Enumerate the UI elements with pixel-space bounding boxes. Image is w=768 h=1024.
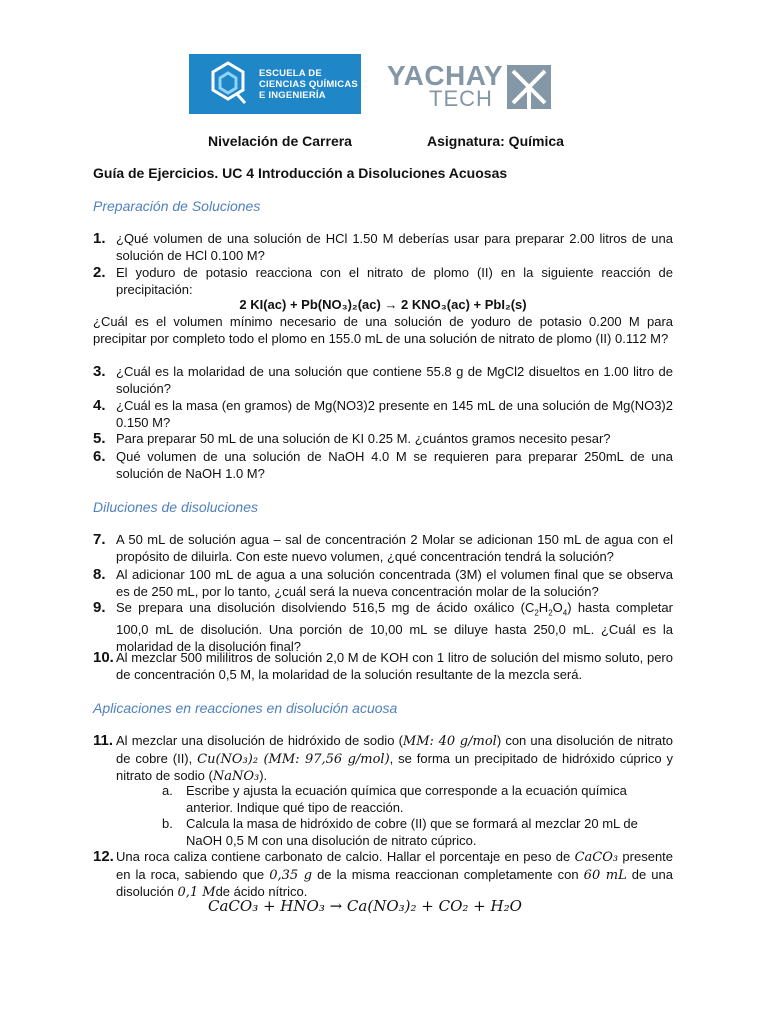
math-run: Cu(NO₃)₂ (MM: 97,56 g/mol): [197, 751, 390, 767]
escuela-line-2: CIENCIAS QUÍMICAS: [259, 78, 358, 90]
exercise-number: 9.: [93, 599, 106, 616]
text-run: presente en la roca, sabiendo que: [116, 849, 674, 882]
text-run: de ácido nítrico.: [215, 884, 308, 899]
subscript: 2: [548, 608, 553, 618]
exercise-12: [93, 849, 673, 902]
exercise-10: [93, 650, 673, 683]
yachay-emblem-icon: [507, 65, 551, 109]
subscript: 2: [534, 608, 539, 618]
exercise-text: Qué volumen de una solución de NaOH 4.0 M se requieren para preparar 250mL de una solución de NaOH 1.0 M?: [116, 449, 673, 481]
exercise-4: [93, 398, 673, 431]
yachay-logo-top: YACHAY: [387, 60, 504, 91]
escuela-logo-text: [259, 68, 358, 101]
math-run: MM: 40 g/mol: [402, 734, 497, 749]
yachay-logo-bottom: TECH: [429, 86, 493, 111]
exercise-text: A 50 mL de solución agua – sal de concentración 2 Molar se adicionan 150 mL de agua con el propósito de diluirla. Con este nuevo volumen, ¿qué concentración tendrá la solución?: [116, 532, 673, 564]
math-run: 60 mL: [583, 867, 627, 883]
exercise-11-part-b: [162, 816, 673, 849]
exercise-number: 10.: [93, 649, 114, 666]
exercise-2-question: ¿Cuál es el volumen mínimo necesario de una solución de yoduro de potasio 0.200 M para precipitar por completo todo el plomo en 155.0 mL de una solución de nitrato de plomo (II) 0.112 M?: [93, 314, 673, 346]
exercise-3: [93, 364, 673, 397]
section-aplicaciones: Aplicaciones en reacciones en disolución acuosa: [93, 700, 398, 716]
exercise-2: [93, 265, 673, 298]
part-text: Calcula la masa de hidróxido de cobre (II) que se formará al mezclar 20 mL de NaOH 0,5 M con una disolución de nitrato cúprico.: [186, 816, 638, 848]
exercise-number: 7.: [93, 531, 106, 548]
exercise-text: [116, 600, 673, 655]
math-run: NaNO₃: [212, 769, 260, 784]
exercise-number: 8.: [93, 566, 106, 583]
math-run: CaCO₃: [574, 850, 619, 865]
page-title: Guía de Ejercicios. UC 4 Introducción a Disoluciones Acuosas: [93, 165, 508, 181]
exercise-number: 6.: [93, 448, 106, 465]
exercise-number: 3.: [93, 363, 106, 380]
exercise-number: 11.: [93, 732, 114, 749]
exercise-text: ¿Qué volumen de una solución de HCl 1.50 M deberías usar para preparar 2.00 litros de una solución de HCl 0.100 M?: [116, 231, 673, 263]
exercise-text: ¿Cuál es la masa (en gramos) de Mg(NO3)2 presente en 145 mL de una solución de Mg(NO3)2 0.150 M?: [116, 398, 673, 430]
section-diluciones: Diluciones de disoluciones: [93, 499, 258, 515]
text-run: Una roca caliza contiene carbonato de calcio. Hallar el porcentaje en peso de: [116, 849, 575, 864]
exercise-6: [93, 449, 673, 482]
yachay-tech-logo: [387, 60, 552, 110]
part-letter: a.: [162, 783, 173, 798]
section-preparacion: Preparación de Soluciones: [93, 198, 261, 214]
exercise-11: [93, 733, 673, 786]
molecule-logo-icon: [203, 59, 253, 109]
text-run: ) hasta completar 100,0 mL de disolución. Una porción de 10,00 mL se diluye hasta 250,0 mL. ¿Cuál es la molaridad de la disolución final?: [116, 600, 673, 654]
exercise-1: [93, 231, 673, 264]
text-run: ) con una disolución de nitrato de cobre (II),: [116, 733, 673, 766]
exercise-text: Al adicionar 100 mL de agua a una solución concentrada (3M) el volumen final que se observa es de 250 mL, por lo tanto, ¿cuál será la nueva concentración molar de la solución?: [116, 567, 673, 599]
exercise-11-part-a: [162, 783, 673, 816]
exercise-8: [93, 567, 673, 600]
exercise-number: 2.: [93, 264, 106, 281]
escuela-line-3: E INGENIERÍA: [259, 89, 326, 101]
exercise-number: 5.: [93, 430, 106, 447]
text-run: ).: [259, 768, 268, 783]
exercise-7: [93, 532, 673, 565]
text-run: H: [538, 600, 549, 615]
text-run: de la misma reaccionan completamente con: [312, 866, 584, 882]
exercise-text: Al mezclar 500 mililitros de solución 2,0 M de KOH con 1 litro de solución del mismo soluto, pero de concentración 0,5 M, la molaridad de la solución resultante de la mezcla será.: [116, 650, 673, 682]
part-letter: b.: [162, 816, 173, 831]
exercise-5: [93, 431, 673, 448]
exercise-number: 12.: [93, 848, 114, 865]
subject-label: Asignatura: Química: [427, 133, 564, 149]
subscript: 4: [562, 608, 568, 618]
exercise-text: [116, 733, 673, 786]
exercise-text: El yoduro de potasio reacciona con el nitrato de plomo (II) en la siguiente reacción de precipitación:: [116, 265, 673, 297]
text-run: Se prepara una disolución disolviendo 516,5 mg de ácido oxálico (C: [116, 600, 535, 615]
math-run: 0,35 g: [269, 867, 313, 883]
escuela-logo: [189, 54, 361, 114]
text-run: Al mezclar una disolución de hidróxido de sodio (: [116, 733, 403, 748]
reaction-equation-12: CaCO₃ + HNO₃ → Ca(NO₃)₂ + CO₂ + H₂O: [208, 897, 522, 915]
exercise-text: ¿Cuál es la molaridad de una solución que contiene 55.8 g de MgCl2 disueltos en 1.00 litro de solución?: [116, 364, 673, 396]
exercise-9: [93, 600, 673, 655]
exercise-text: Para preparar 50 mL de una solución de KI 0.25 M. ¿cuántos gramos necesito pesar?: [116, 431, 611, 446]
reaction-equation-2: 2 KI(ac) + Pb(NO₃)₂(ac) → 2 KNO₃(ac) + PbI₂(s): [239, 297, 527, 312]
course-level: Nivelación de Carrera: [208, 133, 352, 149]
math-run: 0,1 M: [177, 885, 216, 900]
text-run: , se forma un precipitado de hidróxido cúprico y nitrato de sodio (: [116, 750, 673, 783]
exercise-text: [116, 849, 673, 902]
text-run: O: [552, 600, 563, 615]
part-text: Escribe y ajusta la ecuación química que corresponde a la ecuación química anterior. Indique qué tipo de reacción.: [186, 783, 627, 815]
text-run: de una disolución: [116, 866, 673, 899]
exercise-number: 4.: [93, 397, 106, 414]
exercise-number: 1.: [93, 230, 106, 247]
escuela-line-1: ESCUELA DE: [259, 67, 322, 79]
